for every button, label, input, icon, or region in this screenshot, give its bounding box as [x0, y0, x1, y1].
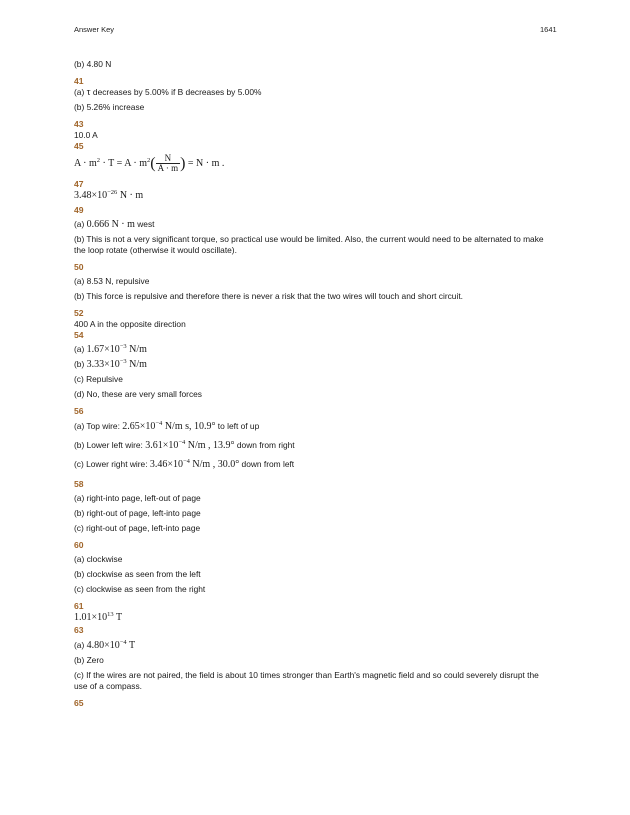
answer-line: (a) 0.666 N · m west [74, 219, 155, 230]
answer-line: (b) Lower left wire: $3.61\times 10^{-4}$ N/m , 13.9° down from right [74, 439, 295, 451]
answer-key-body [74, 59, 554, 709]
answer-line: (c) Repulsive [74, 374, 123, 384]
problem-number-52: 52 [74, 308, 84, 318]
math-tau: τ [86, 87, 91, 98]
answer-line: (a) τ decreases by 5.00% if B decreases by 5.00% [74, 87, 262, 98]
answer-paragraph: (b) This force is repulsive and therefore there is never a risk that the two wires will touch and short circuit. [74, 291, 463, 301]
problem-number-61: 61 [74, 601, 84, 611]
running-header-title: Answer Key [74, 25, 115, 34]
answer-line: (a) Top wire: $2.65\times 10^{-4}$ N/m s, 10.9° to left of up [74, 420, 260, 432]
problem-number-41: 41 [74, 76, 84, 86]
fraction: $\frac{N}{A \cdot m}$ [157, 153, 179, 173]
answer-line: (c) right-out of page, left-into page [74, 523, 201, 533]
problem-number-65: 65 [74, 698, 84, 708]
problem-number-49: 49 [74, 205, 84, 215]
answer-line: (a) $4.80\times 10^{-4}$ T [74, 639, 136, 651]
answer-line: (b) Zero [74, 655, 104, 665]
answer-line: (b) $3.33\times 10^{-3}$ N/m [74, 358, 147, 370]
math-equation: $A \cdot m^2 \cdot T = A \cdot m^2$( $\frac{N}{A \cdot m}$ ) = N · m . [74, 153, 225, 173]
answer-line: (b) 5.26% increase [74, 102, 145, 112]
problem-number-56: 56 [74, 406, 84, 416]
answer-line: (d) No, these are very small forces [74, 389, 202, 399]
problem-number-63: 63 [74, 625, 84, 635]
answer-line: (b) clockwise as seen from the left [74, 569, 201, 579]
problem-number-47: 47 [74, 179, 84, 189]
answer-line: (c) Lower right wire: $3.46\times 10^{-4}$ N/m , 30.0° down from left [74, 458, 295, 470]
answer-paragraph: (c) If the wires are not paired, the field is about 10 times stronger than Earth's magnetic field and so could severely disrupt the use of a compass. [74, 670, 539, 691]
answer-paragraph: (b) This is not a very significant torque, so practical use would be limited. Also, the current would need to be alternated to make the loop rotate (otherwise it would oscillate). [74, 234, 544, 255]
math-equation: $1.01\times 10^{13}$ T [74, 611, 123, 623]
answer-line: (a) right-into page, left-out of page [74, 493, 201, 503]
answer-line: (b) 4.80 N [74, 59, 112, 69]
answer-line: (a) $1.67\times 10^{-3}$ N/m [74, 343, 147, 355]
problem-number-50: 50 [74, 262, 84, 272]
answer-line: 400 A in the opposite direction [74, 319, 186, 329]
answer-line: (a) clockwise [74, 554, 123, 564]
problem-number-54: 54 [74, 330, 84, 340]
answer-line: (b) right-out of page, left-into page [74, 508, 201, 518]
problem-number-45: 45 [74, 141, 84, 151]
math-equation: $3.48\times 10^{-26}$ N · m [74, 189, 144, 201]
problem-number-58: 58 [74, 479, 84, 489]
page-number: 1641 [540, 25, 557, 34]
answer-line: (a) 8.53 N, repulsive [74, 276, 150, 286]
answer-line: (c) clockwise as seen from the right [74, 584, 206, 594]
problem-number-43: 43 [74, 119, 84, 129]
answer-line: 10.0 A [74, 130, 98, 140]
problem-number-60: 60 [74, 540, 84, 550]
